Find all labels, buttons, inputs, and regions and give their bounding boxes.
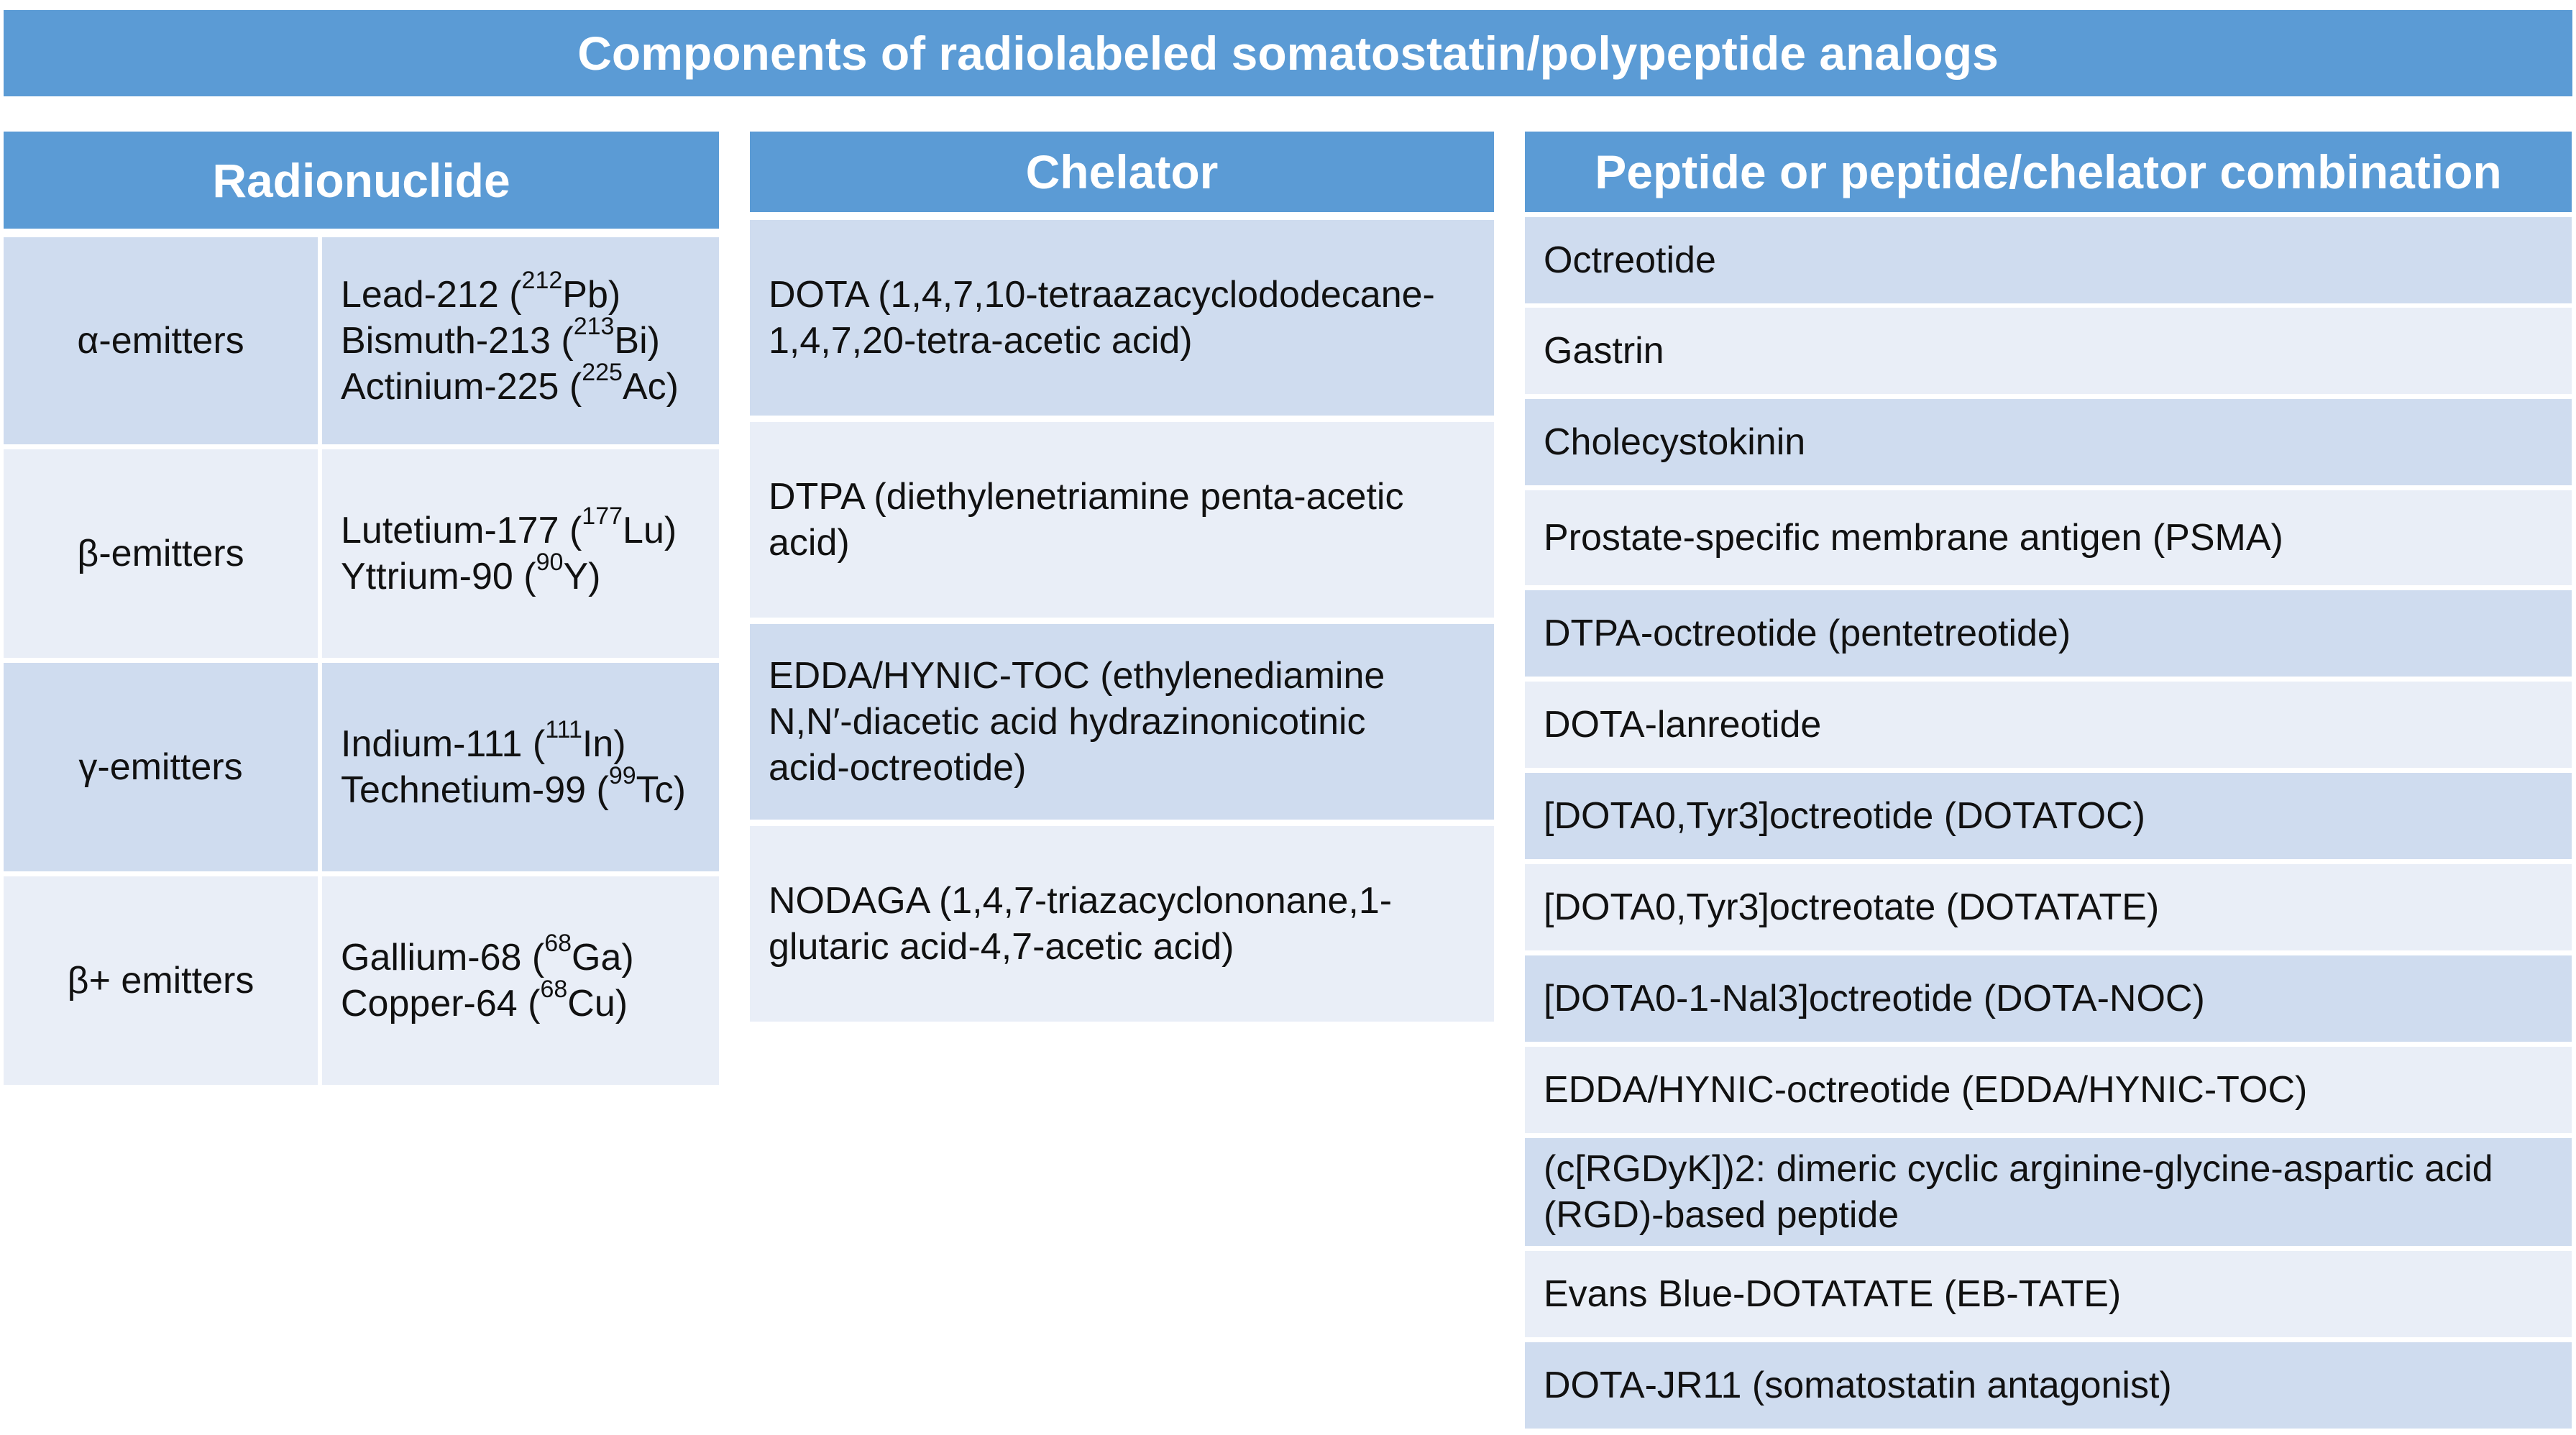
chelator-header: Chelator bbox=[750, 132, 1494, 212]
chelator-line: acid-octreotide) bbox=[769, 747, 1027, 789]
gamma-emitters-list bbox=[322, 663, 719, 871]
alpha-emitters-list bbox=[322, 237, 719, 444]
chelator-line: 1,4,7,20-tetra-acetic acid) bbox=[769, 320, 1193, 362]
gamma-emitters-label: γ-emitters bbox=[4, 663, 318, 871]
peptide-eb-tate: Evans Blue-DOTATATE (EB-TATE) bbox=[1525, 1251, 2572, 1337]
beta-plus-emitters-label: β+ emitters bbox=[4, 876, 318, 1085]
beta-emitters-list bbox=[322, 449, 719, 658]
chelator-line: acid) bbox=[769, 522, 850, 564]
peptide-octreotide: Octreotide bbox=[1525, 217, 2572, 303]
nuclide-bismuth-213: Bismuth-213 ($^{213}$Bi) bbox=[341, 313, 660, 362]
peptide-cholecystokinin: Cholecystokinin bbox=[1525, 399, 2572, 485]
alpha-emitters-label: α-emitters bbox=[4, 237, 318, 444]
peptide-dota-lanreotide: DOTA-lanreotide bbox=[1525, 682, 2572, 768]
peptide-psma: Prostate-specific membrane antigen (PSMA) bbox=[1525, 490, 2572, 585]
nuclide-indium-111: Indium-111 ($^{111}$In) bbox=[341, 716, 626, 765]
beta-plus-emitters-list bbox=[322, 876, 719, 1085]
chelator-dota bbox=[750, 220, 1494, 416]
nuclide-technetium-99: Technetium-99 ($^{99}$Tc) bbox=[341, 762, 686, 811]
chelator-nodaga bbox=[750, 826, 1494, 1022]
chelator-line: DTPA (diethylenetriamine penta-acetic bbox=[769, 476, 1404, 518]
nuclide-actinium-225: Actinium-225 ($^{225}$Ac) bbox=[341, 359, 679, 408]
chelator-line: EDDA/HYNIC-TOC (ethylenediamine bbox=[769, 655, 1385, 697]
chelator-line: NODAGA (1,4,7-triazacyclononane,1- bbox=[769, 880, 1393, 922]
nuclide-lutetium-177: Lutetium-177 ($^{177}$Lu) bbox=[341, 503, 677, 551]
peptide-gastrin: Gastrin bbox=[1525, 308, 2572, 394]
chelator-dtpa bbox=[750, 422, 1494, 618]
beta-emitters-label: β-emitters bbox=[4, 449, 318, 658]
peptide-rgd-dimer bbox=[1525, 1138, 2572, 1246]
nuclide-copper-64: Copper-64 ($^{68}$Cu) bbox=[341, 976, 628, 1024]
table-title: Components of radiolabeled somatostatin/polypeptide analogs bbox=[4, 10, 2572, 96]
chelator-line: DOTA (1,4,7,10-tetraazacyclododecane- bbox=[769, 274, 1435, 316]
radionuclide-header: Radionuclide bbox=[4, 132, 719, 229]
peptide-header: Peptide or peptide/chelator combination bbox=[1525, 132, 2572, 212]
peptide-line: (RGD)-based peptide bbox=[1544, 1194, 1899, 1236]
nuclide-lead-212: Lead-212 ($^{212}$Pb) bbox=[341, 267, 621, 316]
chelator-line: N,N′-diacetic acid hydrazinonicotinic bbox=[769, 701, 1366, 743]
peptide-dotatoc: [DOTA0,Tyr3]octreotide (DOTATOC) bbox=[1525, 773, 2572, 859]
peptide-dota-jr11: DOTA-JR11 (somatostatin antagonist) bbox=[1525, 1342, 2572, 1429]
nuclide-gallium-68: Gallium-68 ($^{68}$Ga) bbox=[341, 930, 634, 978]
nuclide-yttrium-90: Yttrium-90 ($^{90}$Y) bbox=[341, 549, 601, 597]
chelator-edda-hynic-toc bbox=[750, 624, 1494, 820]
peptide-dtpa-octreotide: DTPA-octreotide (pentetreotide) bbox=[1525, 590, 2572, 677]
peptide-line: (c[RGDyK])2: dimeric cyclic arginine-glycine-aspartic acid bbox=[1544, 1148, 2493, 1190]
chelator-line: glutaric acid-4,7-acetic acid) bbox=[769, 926, 1234, 968]
peptide-edda-hynic-octreotide: EDDA/HYNIC-octreotide (EDDA/HYNIC-TOC) bbox=[1525, 1047, 2572, 1133]
peptide-dotatate: [DOTA0,Tyr3]octreotate (DOTATATE) bbox=[1525, 864, 2572, 950]
peptide-dota-noc: [DOTA0-1-Nal3]octreotide (DOTA-NOC) bbox=[1525, 955, 2572, 1042]
